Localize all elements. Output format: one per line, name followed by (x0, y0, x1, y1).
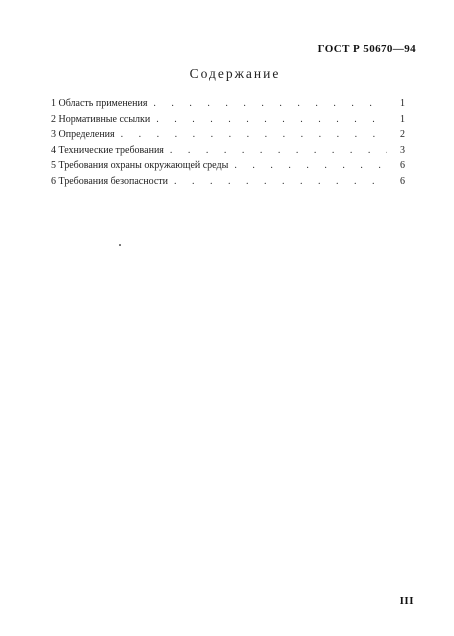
toc-title: Содержание (189, 66, 281, 81)
toc-dot-leader (153, 96, 387, 112)
toc-dot-leader (121, 127, 387, 143)
toc-entry-page: 2 (400, 129, 405, 140)
toc-dot-leader (174, 174, 387, 190)
page-number: III (399, 595, 414, 607)
toc-dot-leader (156, 112, 387, 128)
toc-entry-page: 1 (400, 113, 405, 125)
toc-entry-label: 6 Требования безопасности (51, 175, 168, 187)
toc-entry-page: 6 (400, 175, 405, 187)
toc-entry-label: 2 Нормативные ссылки (51, 113, 151, 125)
toc-dot-leader (170, 143, 387, 159)
toc-entry (51, 143, 405, 159)
toc-entry (51, 96, 405, 112)
document-code: ГОСТ Р 50670—94 (317, 43, 416, 55)
toc-dot-leader (234, 158, 387, 174)
table-of-contents (51, 96, 405, 189)
toc-entry (51, 112, 405, 128)
toc-entry (51, 127, 405, 143)
toc-entry (51, 174, 405, 190)
toc-entry-label: 4 Технические требования (51, 144, 164, 156)
toc-entry-page: 6 (400, 160, 405, 171)
toc-entry-label: 5 Требования охраны окружающей среды (51, 160, 229, 171)
scan-speck (119, 244, 121, 246)
toc-entry (51, 158, 405, 174)
toc-entry-label: 3 Определения (51, 129, 115, 140)
toc-entry-page: 3 (400, 144, 405, 156)
toc-entry-label: 1 Область применения (51, 98, 148, 109)
toc-entry-page: 1 (400, 98, 405, 109)
